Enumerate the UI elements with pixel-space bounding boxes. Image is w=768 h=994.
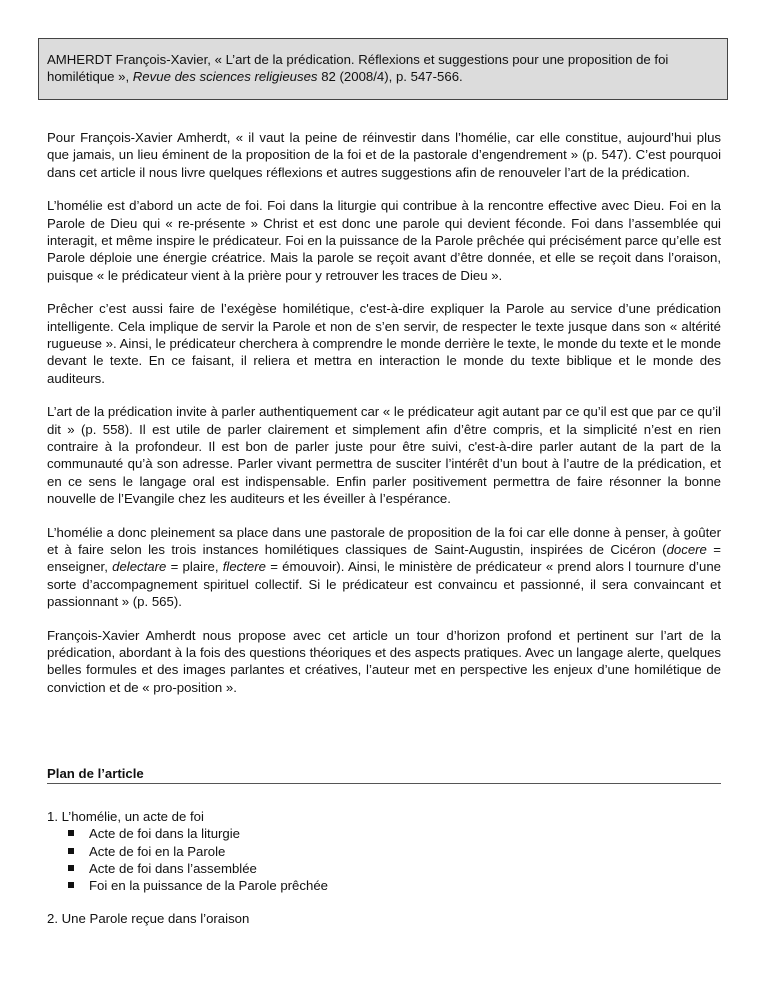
reference-journal: Revue des sciences religieuses	[132, 69, 318, 85]
square-bullet-icon	[68, 830, 74, 836]
reference-box	[38, 38, 728, 100]
list-item: Acte de foi dans l’assemblée	[47, 860, 721, 877]
list-item: Acte de foi dans la liturgie	[47, 825, 721, 842]
term-delectare: delectare	[112, 559, 167, 575]
term-flectere: flectere	[222, 559, 266, 575]
plan-heading: Plan de l’article	[47, 765, 721, 784]
plan-section-1-list	[47, 825, 721, 894]
reference-volume-pages: 82 (2008/4), p. 547-566.	[321, 69, 463, 85]
paragraph-6: François-Xavier Amherdt nous propose avec cet article un tour d’horizon profond et pertinent sur l’art de la prédication, abordant à la fois des questions théoriques et des aspects pratiques. Avec un langage alerte, quelques belles formules et des images parlantes et créatives, l’auteur met en perspective les enjeux d’une homilétique de conviction et de « pro-position ».	[47, 627, 721, 695]
plan-section-1: 1. L’homélie, un acte de foi	[47, 809, 204, 824]
plan-outline	[47, 808, 721, 927]
paragraph-4: L’art de la prédication invite à parler authentiquement car « le prédicateur agit autant par ce qu’il est que par ce qu’il dit » (p. 558). Il est utile de parler clairement et simplement afin d’être compris, et la simplicité n’est en rien contraire à la profondeur. Il est bon de parler juste pour être suivi, c'est-à-dire parler autant de la part de la communauté qu’à son adresse. Parler vivant permettra de susciter l’intérêt d’un bout à l’autre de la prédication, et en ce sens le langage oral est indispensable. Enfin parler positivement permettra de faire résonner la bonne nouvelle de l’Evangile chez les auditeurs et les éveiller à l’espérance.	[47, 404, 721, 506]
square-bullet-icon	[68, 865, 74, 871]
list-item: Acte de foi en la Parole	[47, 843, 721, 860]
paragraph-3: Prêcher c’est aussi faire de l’exégèse homilétique, c'est-à-dire expliquer la Parole au service d’une prédication intelligente. Cela implique de servir la Parole et non de s’en servir, de respecter le texte jusque dans son « altérité rugueuse ». Ainsi, le prédicateur cherchera à comprendre le monde derrière le texte, le monde du texte et le monde devant le texte. En ce faisant, il reliera et mettra en interaction le monde du texte biblique et le monde des auditeurs.	[47, 301, 721, 386]
plan-section-2: 2. Une Parole reçue dans l’oraison	[47, 910, 250, 926]
paragraph-2: L’homélie est d’abord un acte de foi. Foi dans la liturgie qui contribue à la rencontre effective avec Dieu. Foi en la Parole de Dieu qui « re-présente » Christ et est donc une parole qui devient féconde. Foi dans l’assemblée qui interagit, et même inspire le prédicateur. Foi en la puissance de la Parole prêchée qui précisément parce qu’elle est Parole déploie une énergie créatrice. Mais la parole se reçoit avant d’être donnée, et elle se reçoit dans l’oraison, puisque « le prédicateur vient à la prière pour y retrouver les traces de Dieu ».	[47, 198, 721, 283]
list-item: Foi en la puissance de la Parole prêchée	[47, 877, 721, 894]
paragraph-1: Pour François-Xavier Amherdt, « il vaut la peine de réinvestir dans l’homélie, car elle constitue, aujourd’hui plus que jamais, un lieu éminent de la proposition de la foi et de la pastorale d’engendrement » (p. 547). C’est pourquoi dans cet article il nous livre quelques réflexions et autres suggestions afin de renouveler l’art de la prédication.	[47, 130, 721, 180]
term-docere: docere	[666, 541, 707, 557]
square-bullet-icon	[68, 882, 74, 888]
reference-authors-title: AMHERDT François-Xavier, « L’art de la prédication. Réflexions et suggestions pour une proposition de foi homilétique »,	[47, 52, 669, 85]
square-bullet-icon	[68, 848, 74, 854]
paragraph-5: L’homélie a donc pleinement sa place dans une pastorale de proposition de la foi car elle donne à penser, à goûter et à faire selon les trois instances homilétiques classiques de Saint-Augustin, inspirées de Cicéron (docere = enseigner, delectare = plaire, flectere = émouvoir). Ainsi, le ministère de prédicateur « prend alors l tournure d’une sorte d’accompagnement spirituel collectif. Si le prédicateur est convaincu et passionné, il sera convaincant et passionnant » (p. 565).	[47, 524, 721, 609]
review-body	[47, 129, 721, 696]
